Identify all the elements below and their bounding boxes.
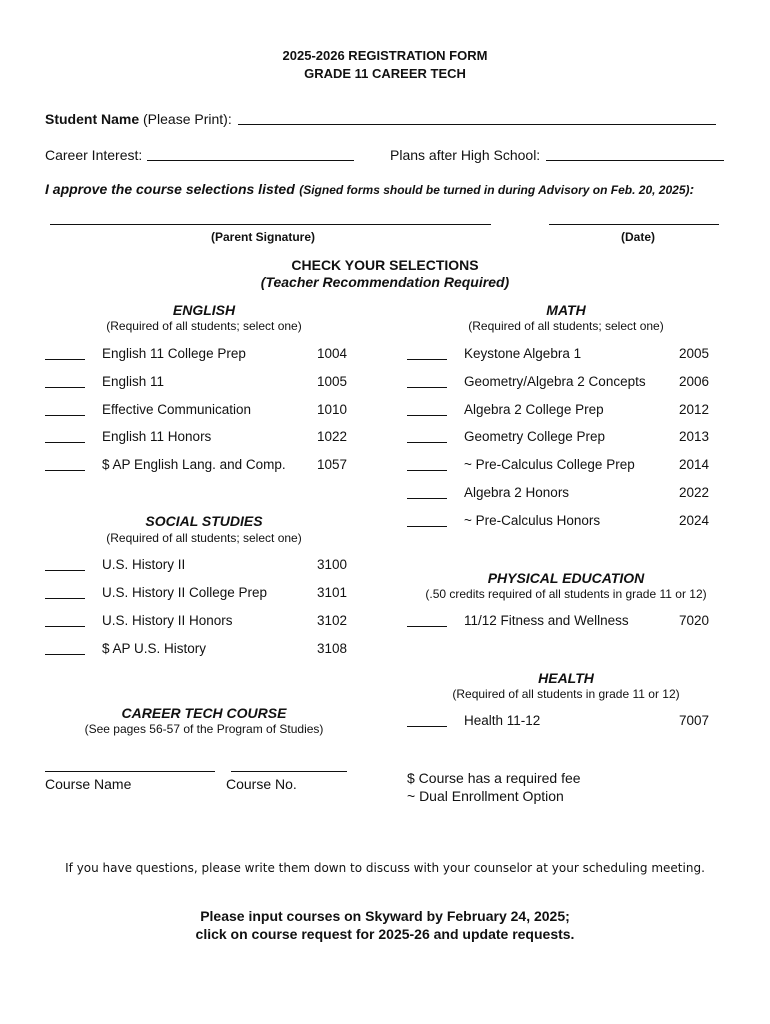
english-select-blank[interactable] [45, 415, 85, 416]
skyward-instruction-line2: click on course request for 2025-26 and update requests. [195, 926, 575, 942]
course-no-label: Course No. [226, 776, 297, 792]
math-course-row [407, 402, 719, 420]
health-note: (Required of all students in grade 11 or 12) [452, 687, 680, 701]
career-interest-field[interactable] [147, 160, 354, 161]
parent-signature-field[interactable] [50, 224, 491, 225]
english-course-code: 1022 [317, 429, 348, 444]
plans-field[interactable] [546, 160, 724, 161]
social-studies-course-row [45, 613, 357, 631]
check-selections-subtitle: (Teacher Recommendation Required) [260, 274, 510, 290]
english-course-code: 1057 [317, 457, 348, 472]
math-course-name: Geometry/Algebra 2 Concepts [464, 374, 646, 389]
english-course-name: English 11 College Prep [102, 346, 246, 361]
social-studies-course-name: U.S. History II College Prep [102, 585, 268, 600]
approval-colon: : [689, 181, 695, 197]
math-course-row [407, 429, 719, 447]
math-course-row [407, 513, 719, 531]
english-course-name: English 11 Honors [102, 429, 212, 444]
student-name-hint: (Please Print): [143, 111, 232, 127]
pe-course-row [407, 613, 719, 631]
social-studies-course-row [45, 641, 357, 659]
social-studies-course-name: U.S. History II [102, 557, 186, 572]
math-course-code: 2014 [679, 457, 710, 472]
career-interest-label: Career Interest: [45, 147, 143, 163]
english-select-blank[interactable] [45, 470, 85, 471]
pe-course-name: 11/12 Fitness and Wellness [464, 613, 629, 628]
health-course-code: 7007 [679, 713, 710, 728]
english-course-row [45, 374, 357, 392]
math-course-name: Keystone Algebra 1 [464, 346, 582, 361]
english-course-row [45, 402, 357, 420]
social-studies-course-row [45, 557, 357, 575]
math-course-code: 2005 [679, 346, 710, 361]
english-select-blank[interactable] [45, 387, 85, 388]
english-course-name: $ AP English Lang. and Comp. [102, 457, 286, 472]
math-select-blank[interactable] [407, 526, 447, 527]
skyward-instruction-line1: Please input courses on Skyward by February 24, 2025; [200, 908, 570, 924]
parent-signature-label: (Parent Signature) [211, 230, 316, 244]
math-course-name: Algebra 2 Honors [464, 485, 570, 500]
english-course-name: English 11 [102, 374, 165, 389]
english-select-blank[interactable] [45, 359, 85, 360]
health-select-blank[interactable] [407, 726, 447, 727]
social-studies-course-name: $ AP U.S. History [102, 641, 207, 656]
math-select-blank[interactable] [407, 442, 447, 443]
course-no-field[interactable] [231, 771, 347, 772]
form-subtitle: GRADE 11 CAREER TECH [304, 66, 466, 81]
social-studies-select-blank[interactable] [45, 570, 85, 571]
social-studies-course-row [45, 585, 357, 603]
english-select-blank[interactable] [45, 442, 85, 443]
math-course-row [407, 457, 719, 475]
math-course-code: 2013 [679, 429, 710, 444]
student-name-field[interactable] [238, 124, 716, 125]
math-course-name: Algebra 2 College Prep [464, 402, 604, 417]
math-course-code: 2024 [679, 513, 710, 528]
social-studies-course-code: 3101 [317, 585, 348, 600]
questions-note: If you have questions, please write them down to discuss with your counselor at your scheduling meeting. [65, 861, 705, 875]
form-title: 2025-2026 REGISTRATION FORM [282, 48, 488, 63]
english-course-row [45, 346, 357, 364]
math-note: (Required of all students; select one) [468, 319, 664, 333]
social-studies-select-blank[interactable] [45, 598, 85, 599]
career-tech-note: (See pages 56-57 of the Program of Studies) [84, 722, 324, 736]
english-course-code: 1005 [317, 374, 348, 389]
health-course-row [407, 713, 719, 731]
english-heading: ENGLISH [172, 302, 236, 318]
pe-select-blank[interactable] [407, 626, 447, 627]
math-course-row [407, 346, 719, 364]
english-course-name: Effective Communication [102, 402, 252, 417]
career-tech-heading: CAREER TECH COURSE [121, 705, 287, 721]
english-course-code: 1010 [317, 402, 348, 417]
math-course-name: ~ Pre-Calculus Honors [464, 513, 601, 528]
social-studies-course-code: 3102 [317, 613, 348, 628]
approval-text: I approve the course selections listed [45, 181, 295, 197]
legend-fee: $ Course has a required fee [407, 770, 581, 786]
date-field[interactable] [549, 224, 719, 225]
math-heading: MATH [546, 302, 586, 318]
english-course-code: 1004 [317, 346, 348, 361]
check-selections-title: CHECK YOUR SELECTIONS [291, 257, 479, 273]
social-studies-course-name: U.S. History II Honors [102, 613, 233, 628]
social-studies-course-code: 3100 [317, 557, 348, 572]
math-select-blank[interactable] [407, 387, 447, 388]
social-studies-select-blank[interactable] [45, 654, 85, 655]
math-course-row [407, 485, 719, 503]
student-name-row [45, 111, 232, 127]
math-select-blank[interactable] [407, 470, 447, 471]
course-name-label: Course Name [45, 776, 132, 792]
math-select-blank[interactable] [407, 359, 447, 360]
pe-heading: PHYSICAL EDUCATION [487, 570, 645, 586]
math-select-blank[interactable] [407, 415, 447, 416]
math-course-name: ~ Pre-Calculus College Prep [464, 457, 635, 472]
math-course-row [407, 374, 719, 392]
plans-label: Plans after High School: [390, 147, 541, 163]
health-heading: HEALTH [538, 670, 594, 686]
pe-note: (.50 credits required of all students in grade 11 or 12) [425, 587, 707, 601]
english-note: (Required of all students; select one) [106, 319, 302, 333]
english-course-row [45, 429, 357, 447]
math-select-blank[interactable] [407, 498, 447, 499]
approval-statement [45, 181, 694, 199]
social-studies-course-code: 3108 [317, 641, 348, 656]
math-course-code: 2012 [679, 402, 710, 417]
english-course-row [45, 457, 357, 475]
approval-instruction: (Signed forms should be turned in during Advisory on Feb. 20, 2025) [299, 183, 690, 197]
math-course-name: Geometry College Prep [464, 429, 606, 444]
math-course-code: 2022 [679, 485, 710, 500]
pe-course-code: 7020 [679, 613, 710, 628]
social-studies-select-blank[interactable] [45, 626, 85, 627]
social-studies-note: (Required of all students; select one) [106, 531, 302, 545]
math-course-code: 2006 [679, 374, 710, 389]
date-label: (Date) [621, 230, 656, 244]
student-name-label: Student Name [45, 111, 140, 127]
course-name-field[interactable] [45, 771, 215, 772]
social-studies-heading: SOCIAL STUDIES [145, 513, 263, 529]
legend-dual-enrollment: ~ Dual Enrollment Option [407, 788, 564, 804]
health-course-name: Health 11-12 [464, 713, 541, 728]
